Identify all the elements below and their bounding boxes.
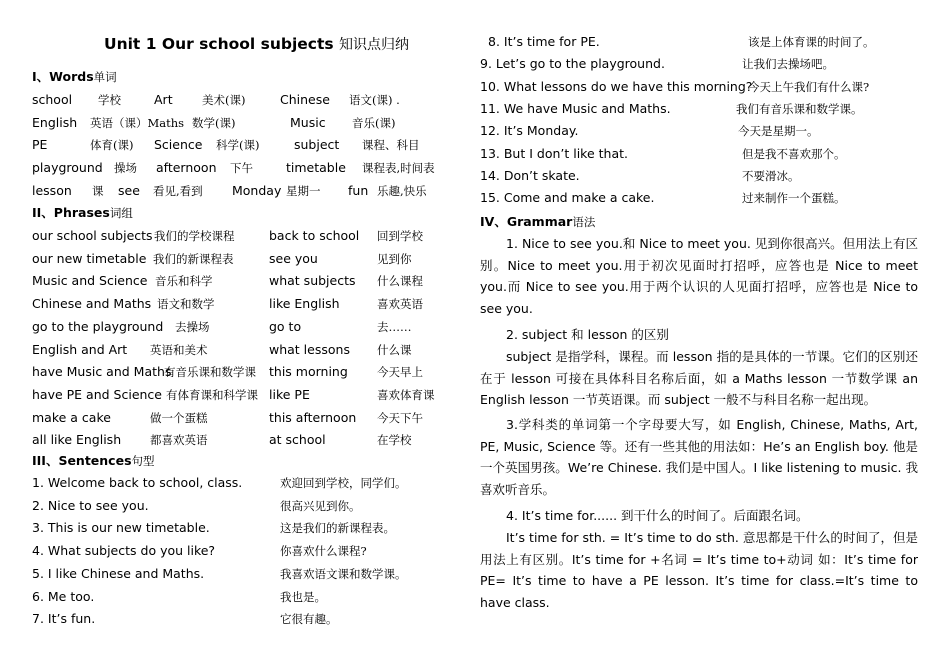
words-row-cell: 课: [92, 183, 104, 198]
words-heading-text: I、Words: [32, 69, 94, 84]
words-row-cell: see: [118, 182, 140, 198]
phrases-row-cell: see you: [269, 250, 318, 266]
words-row-cell: subject: [294, 137, 340, 153]
words-heading: [32, 69, 117, 85]
phrases-row-cell: 今天下午: [377, 410, 423, 425]
phrases-row-cell: 我们的新课程表: [153, 251, 234, 266]
phrases-row-cell: this afternoon: [269, 409, 357, 425]
phrases-row-cell: 什么课: [377, 342, 412, 357]
words-row-cell: 下午: [230, 161, 253, 176]
words-row-cell: 星期一: [286, 183, 321, 198]
title-cn: 知识点归纳: [339, 37, 410, 53]
words-row-cell: Art: [154, 92, 173, 107]
phrases-row-cell: this morning: [269, 364, 348, 380]
words-row-cell: Monday: [232, 182, 282, 198]
sentence-row-cell: 今天上午我们有什么课?: [748, 79, 870, 94]
phrases-row-cell: English and Art: [32, 341, 128, 357]
grammar-heading-text: IV、Grammar: [480, 214, 573, 229]
sentence-row-cell: 这是我们的新课程表。: [280, 521, 395, 536]
phrases-row-cell: go to the playground: [32, 318, 164, 334]
words-row-cell: timetable: [286, 160, 346, 176]
phrases-row-cell: Music and Science: [32, 273, 148, 289]
words-row-cell: Music: [290, 114, 326, 130]
phrases-row-cell: 见到你: [377, 251, 412, 266]
sentence-row-cell: 你喜欢什么课程?: [280, 544, 367, 559]
sentence-row-cell: 它很有趣。: [280, 612, 338, 627]
sentence-row-cell: 14. Don’t skate.: [480, 167, 580, 183]
sentence-row-cell: 我也是。: [280, 589, 326, 604]
words-row-cell: afternoon: [156, 160, 217, 176]
sentence-row-cell: 但是我不喜欢那个。: [742, 146, 846, 161]
words-row-cell: 体育(课): [90, 138, 134, 153]
words-row-cell: 英语（课）Maths: [90, 115, 185, 130]
phrases-row-cell: 都喜欢英语: [150, 433, 208, 448]
sentence-row-cell: 6. Me too.: [32, 588, 95, 604]
phrases-row-cell: what lessons: [269, 341, 350, 357]
sentence-row-cell: 欢迎回到学校，同学们。: [280, 476, 407, 490]
sentence-row-cell: 9. Let’s go to the playground.: [480, 56, 665, 72]
title-text: Unit 1 Our school subjects: [104, 35, 334, 53]
phrases-heading-text: II、Phrases: [32, 205, 110, 220]
sentence-row-cell: 12. It’s Monday.: [480, 123, 579, 139]
words-heading-cn: 单词: [93, 70, 117, 84]
phrases-row-cell: 在学校: [377, 433, 412, 448]
sentence-row-cell: 2. Nice to see you.: [32, 497, 149, 513]
sentence-row-cell: 该是上体育课的时间了。: [748, 35, 875, 49]
grammar-point-2-title: 2. subject 和 lesson 的区别: [506, 327, 669, 342]
phrases-row-cell: 有音乐课和数学课: [164, 365, 256, 380]
sentence-row-cell: 15. Come and make a cake.: [480, 190, 655, 206]
sentence-row-cell: 8. It’s time for PE.: [488, 34, 600, 49]
sentences-heading-cn: 句型: [131, 454, 155, 468]
words-row-cell: fun: [348, 182, 369, 198]
sentence-row-cell: 13. But I don’t like that.: [480, 145, 628, 161]
sentence-row-cell: 很高兴见到你。: [280, 498, 361, 513]
phrases-heading: [32, 205, 133, 221]
sentence-row-cell: 4. What subjects do you like?: [32, 543, 216, 559]
phrases-row-cell: 回到学校: [377, 229, 423, 243]
phrases-row-cell: 音乐和科学: [155, 274, 213, 289]
phrases-heading-cn: 词组: [109, 206, 133, 220]
words-row-cell: 音乐(课): [352, 115, 396, 130]
grammar-heading: [480, 214, 595, 230]
words-row-cell: 数学(课): [192, 115, 236, 130]
sentences-heading-text: III、Sentences: [32, 453, 132, 468]
sentence-row-cell: 今天是星期一。: [738, 124, 819, 139]
phrases-row-cell: 英语和美术: [150, 342, 208, 357]
phrases-row-cell: make a cake: [32, 409, 111, 425]
phrases-row-cell: 去操场: [175, 319, 210, 334]
words-row-cell: 操场: [114, 161, 137, 176]
grammar-point-2-body: subject 是指学科，课程。而 lesson 指的是具体的一节课。它们的区别还在于 lesson 可接在具体科目名称后面，如 a Maths lesson 一节数学课 an English lesson 一节英语课。而 subject 一般不与科目名称一起出现。: [480, 349, 918, 407]
words-row-cell: 科学(课): [216, 138, 260, 153]
words-row-cell: 语文(课) .: [349, 93, 400, 107]
phrases-row-cell: 去……: [377, 319, 412, 334]
words-row-cell: school: [32, 92, 73, 107]
document-title: [104, 36, 409, 53]
phrases-row-cell: what subjects: [269, 273, 356, 289]
sentence-row-cell: 不要滑冰。: [742, 168, 800, 183]
sentence-row-cell: 过来制作一个蛋糕。: [742, 191, 846, 206]
phrases-row-cell: like PE: [269, 386, 310, 402]
sentence-row-cell: 10. What lessons do we have this morning?: [480, 78, 753, 94]
words-row-cell: 美术(课): [202, 93, 246, 107]
words-row-cell: 课程、科目: [362, 138, 420, 153]
phrases-row-cell: 喜欢英语: [377, 297, 423, 312]
grammar-heading-cn: 语法: [572, 215, 596, 229]
phrases-row-cell: 我们的学校课程: [154, 229, 235, 243]
phrases-row-cell: 有体育课和科学课: [166, 387, 258, 402]
words-row-cell: PE: [32, 137, 48, 153]
grammar-point-4-body: It’s time for sth. = It’s time to do sth. 意思都是干什么的时间了，但是用法上有区别。It’s time for +名词 = It’s time to+动词 如：It’s time for PE= It’s time to have a PE lesson. It’s time for class.=It’s time to have class.: [480, 530, 918, 610]
words-row-cell: Chinese: [280, 92, 330, 107]
phrases-row-cell: back to school: [269, 228, 360, 243]
phrases-row-cell: 今天早上: [377, 365, 423, 380]
phrases-row-cell: 什么课程: [377, 274, 423, 289]
phrases-row-cell: 语文和数学: [157, 297, 215, 312]
sentence-row-cell: 我喜欢语文课和数学课。: [280, 566, 407, 581]
phrases-row-cell: at school: [269, 432, 326, 448]
phrases-row-cell: 喜欢体育课: [377, 387, 435, 402]
words-row-cell: 看见,看到: [153, 183, 203, 198]
words-row-cell: 课程表,时间表: [362, 161, 435, 176]
sentence-row-cell: 我们有音乐课和数学课。: [736, 101, 863, 116]
sentence-row-cell: 11. We have Music and Maths.: [480, 100, 671, 116]
sentence-row-cell: 让我们去操场吧。: [742, 57, 834, 72]
words-row-cell: Science: [154, 137, 203, 153]
phrases-row-cell: have Music and Maths: [32, 364, 172, 380]
sentence-row-cell: 1. Welcome back to school, class.: [32, 475, 243, 490]
sentences-heading: [32, 453, 155, 469]
sentence-row-cell: 5. I like Chinese and Maths.: [32, 565, 205, 581]
phrases-row-cell: 做一个蛋糕: [150, 410, 208, 425]
words-row-cell: lesson: [32, 182, 72, 198]
phrases-row-cell: go to: [269, 318, 302, 334]
phrases-row-cell: have PE and Science: [32, 386, 162, 402]
sentence-row-cell: 7. It’s fun.: [32, 611, 96, 627]
sentence-row-cell: 3. This is our new timetable.: [32, 520, 210, 536]
phrases-row-cell: our school subjects: [32, 228, 153, 243]
words-row-cell: 乐趣,快乐: [377, 183, 427, 198]
phrases-row-cell: like English: [269, 296, 340, 312]
words-row-cell: playground: [32, 160, 103, 176]
words-row-cell: 学校: [98, 93, 121, 107]
grammar-point-3: 3.学科类的单词第一个字母要大写，如 English, Chinese, Maths, Art, PE, Music, Science 等。还有一些其他的用法如：He’s an English boy. 他是一个英国男孩。We’re Chinese. 我们是中国人。I like listening to music. 我喜欢听音乐。: [480, 417, 918, 497]
words-row-cell: English: [32, 114, 78, 130]
grammar-point-4-title: 4. It’s time for...... 到干什么的时间了。后面跟名词。: [506, 508, 809, 523]
phrases-row-cell: Chinese and Maths: [32, 296, 152, 312]
phrases-row-cell: all like English: [32, 432, 122, 448]
phrases-row-cell: our new timetable: [32, 250, 147, 266]
grammar-point-1: 1. Nice to see you.和 Nice to meet you. 见到你很高兴。但用法上有区别。Nice to meet you.用于初次见面时打招呼，应答也是 Nice to meet you.而 Nice to see you.用于两个认识的人见面打招呼，应答也是 Nice to see you.: [480, 236, 918, 316]
